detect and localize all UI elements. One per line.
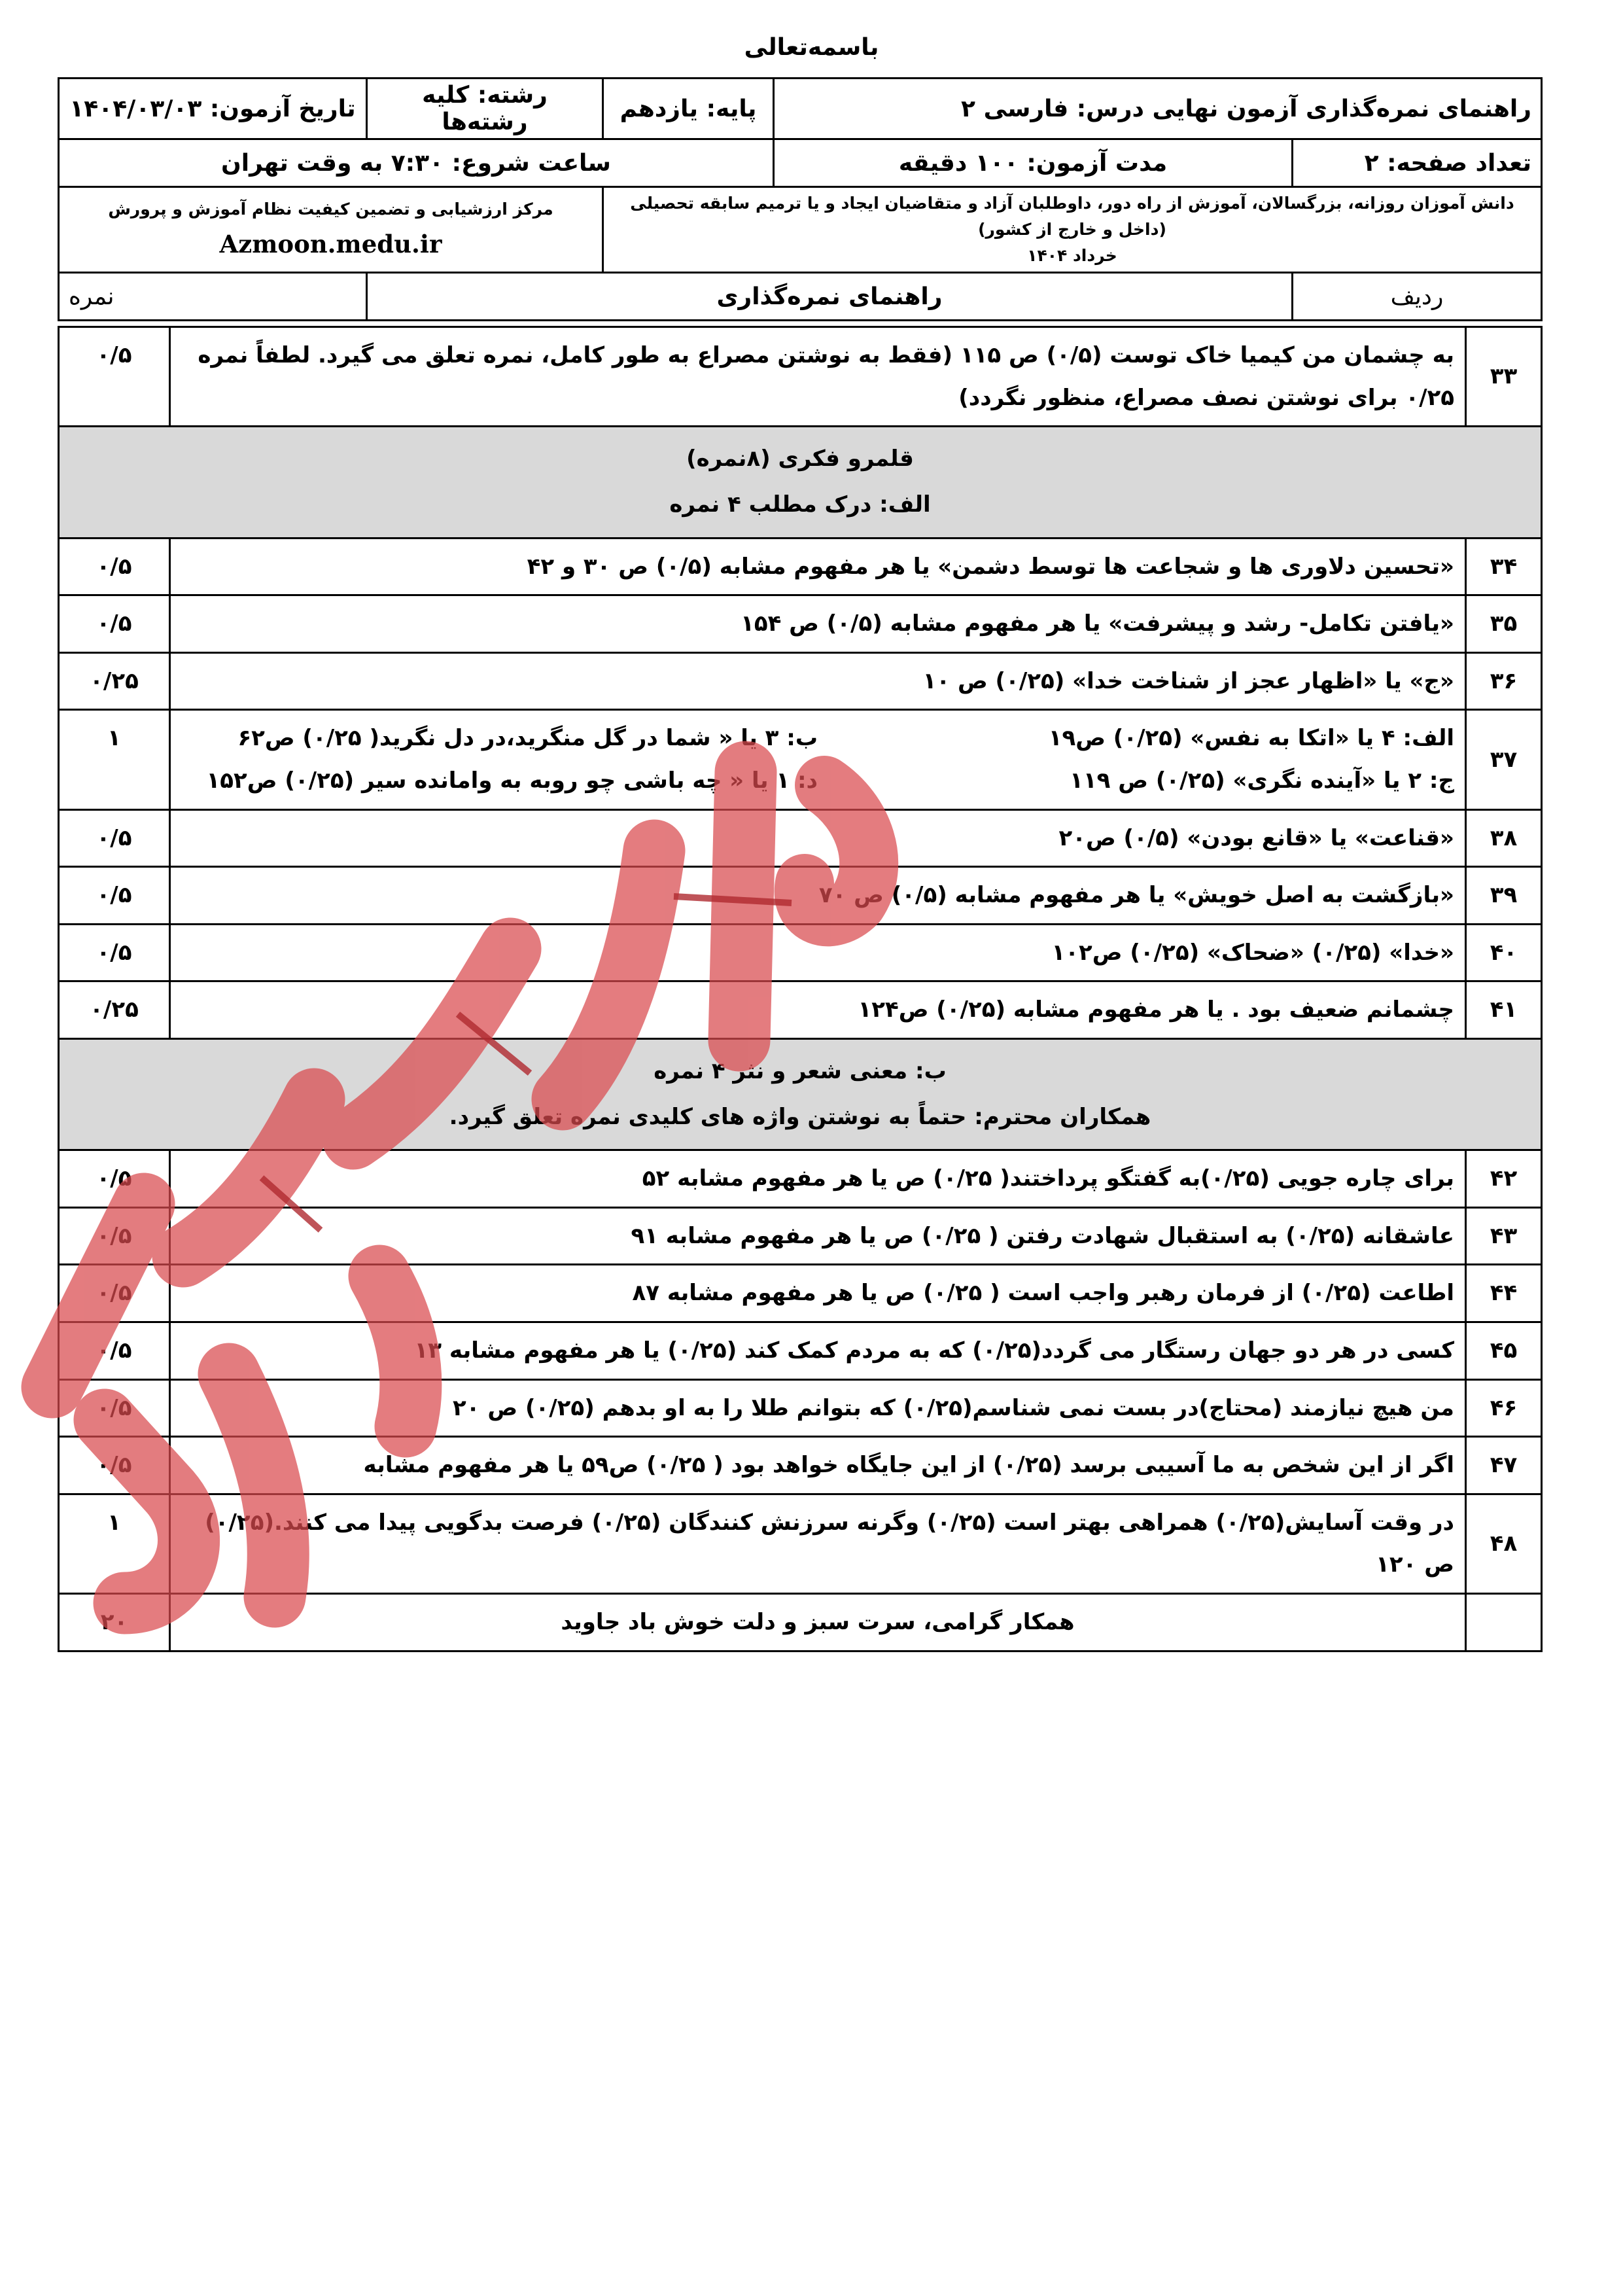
row-answer: کسی در هر دو جهان رستگار می گردد(۰/۲۵) که به مردم کمک کند (۰/۲۵) یا هر مفهوم مشابه ۱۳ [170, 1322, 1466, 1380]
row-answer: «بازگشت به اصل خویش» یا هر مفهوم مشابه (۰/۵) ص ۷۰ [170, 867, 1466, 925]
row-answer: «قناعت» یا «قانع بودن» (۰/۵) ص۲۰ [170, 809, 1466, 867]
row-score: ۰/۵ [59, 1207, 170, 1265]
document-title: باسمه‌تعالی [744, 34, 879, 61]
section-title: ب: معنی شعر و نثر ۴ نمره [654, 1057, 947, 1084]
row-number: ۴۲ [1466, 1150, 1542, 1208]
table-row [59, 1150, 1542, 1208]
section-subtitle: همکاران محترم: حتماً به نوشتن واژه های کلیدی نمره تعلق گیرد. [449, 1103, 1151, 1130]
table-row [59, 652, 1542, 710]
section-header [59, 1038, 1542, 1150]
row-score: ۰/۵ [59, 1265, 170, 1322]
row-number: ۴۳ [1466, 1207, 1542, 1265]
start-time: ساعت شروع: ۷:۳۰ به وقت تهران [59, 139, 774, 187]
row-answer: چشمانم ضعیف بود . یا هر مفهوم مشابه (۰/۲۵) ص۱۲۴ [170, 981, 1466, 1039]
table-row [59, 867, 1542, 925]
table-row [59, 809, 1542, 867]
row-answer [170, 710, 1466, 809]
column-header-score: نمره [59, 273, 367, 321]
table-row [59, 1265, 1542, 1322]
table-row [59, 1437, 1542, 1494]
row-number: ۳۸ [1466, 809, 1542, 867]
table-row [59, 924, 1542, 981]
table-row [59, 595, 1542, 653]
row-score: ۰/۵ [59, 1150, 170, 1208]
field-label: رشته: کلیه رشته‌ها [367, 79, 603, 139]
table-row [59, 1322, 1542, 1380]
row-score: ۰/۲۵ [59, 652, 170, 710]
exam-date: تاریخ آزمون: ۱۴۰۴/۰۳/۰۳ [59, 79, 367, 139]
row-number: ۴۸ [1466, 1494, 1542, 1593]
exam-header-table [58, 77, 1543, 321]
section-subtitle: الف: درک مطلب ۴ نمره [669, 491, 931, 518]
row-number: ۳۵ [1466, 595, 1542, 653]
row-number: ۳۷ [1466, 710, 1542, 809]
row-number: ۴۶ [1466, 1379, 1542, 1437]
row-answer: من هیچ نیازمند (محتاج)در بست نمی شناسم(۰/۲۵) که بتوانم طلا را به او بدهم (۰/۲۵) ص ۲۰ [170, 1379, 1466, 1437]
table-row [59, 538, 1542, 595]
table-row [59, 1379, 1542, 1437]
row-number: ۴۵ [1466, 1322, 1542, 1380]
section-title: قلمرو فکری (۸نمره) [686, 446, 914, 472]
table-row-final [59, 1594, 1542, 1651]
grade-label: پایه: یازدهم [603, 79, 774, 139]
exam-session: خرداد ۱۴۰۴ [1027, 246, 1117, 265]
exam-title: راهنمای نمره‌گذاری آزمون نهایی درس: فارسی ۲ [774, 79, 1542, 139]
row-score: ۰/۵ [59, 924, 170, 981]
total-score: ۲۰ [59, 1594, 170, 1651]
answer-key-table [58, 326, 1543, 1652]
exam-duration: مدت آزمون: ۱۰۰ دقیقه [774, 139, 1293, 187]
row-answer: به چشمان من کیمیا خاک توست (۰/۵) ص ۱۱۵ (فقط به نوشتن مصراع به طور کامل، نمره تعلق می گیرد. لطفاً نمره ۰/۲۵ برای نوشتن نصف مصراع، منظور نگردد) [170, 327, 1466, 427]
table-row [59, 1494, 1542, 1593]
row-number: ۴۴ [1466, 1265, 1542, 1322]
table-row [59, 981, 1542, 1039]
website-link[interactable]: Azmoon.medu.ir [219, 230, 442, 258]
row-answer: «خدا» (۰/۲۵) «ضحاک» (۰/۲۵) ص۱۰۲ [170, 924, 1466, 981]
page-count: تعداد صفحه: ۲ [1293, 139, 1542, 187]
column-header-row: ردیف [1293, 273, 1542, 321]
row-score: ۰/۲۵ [59, 981, 170, 1039]
row-number: ۳۴ [1466, 538, 1542, 595]
row-answer: عاشقانه (۰/۲۵) به استقبال شهادت رفتن ( ۰/۲۵) ص یا هر مفهوم مشابه ۹۱ [170, 1207, 1466, 1265]
audience-text: دانش آموزان روزانه، بزرگسالان، آموزش از راه دور، داوطلبان آزاد و متقاضیان ایجاد و یا ترمیم سابقه تحصیلی (داخل و خارج از کشور) [630, 194, 1514, 239]
table-row [59, 710, 1542, 809]
organization-name: مرکز ارزشیابی و تضمین کیفیت نظام آموزش و پرورش [108, 199, 553, 219]
row-number: ۳۳ [1466, 327, 1542, 427]
row-score: ۰/۵ [59, 327, 170, 427]
answer-part-d: د: ۱ یا « چه باشی چو روبه به وامانده سیر (۰/۲۵) ص۱۵۲ [206, 767, 818, 794]
row-number: ۳۶ [1466, 652, 1542, 710]
row-number: ۴۷ [1466, 1437, 1542, 1494]
row-answer: اگر از این شخص به ما آسیبی برسد (۰/۲۵) از این جایگاه خواهد بود ( ۰/۲۵) ص۵۹ یا هر مفهوم مشابه [170, 1437, 1466, 1494]
row-number: ۳۹ [1466, 867, 1542, 925]
row-number: ۴۰ [1466, 924, 1542, 981]
row-answer: اطاعت (۰/۲۵) از فرمان رهبر واجب است ( ۰/۲۵) ص یا هر مفهوم مشابه ۸۷ [170, 1265, 1466, 1322]
section-header [59, 427, 1542, 538]
row-score: ۰/۵ [59, 595, 170, 653]
answer-part-c: ج: ۲ یا «آینده نگری» (۰/۲۵) ص ۱۱۹ [1070, 767, 1454, 794]
answer-part-a: الف: ۴ یا «اتکا به نفس» (۰/۲۵) ص۱۹ [1048, 725, 1454, 752]
row-score: ۱ [59, 1494, 170, 1593]
row-score: ۱ [59, 710, 170, 809]
table-row [59, 1207, 1542, 1265]
row-score: ۰/۵ [59, 1379, 170, 1437]
row-score: ۰/۵ [59, 1437, 170, 1494]
row-score: ۰/۵ [59, 809, 170, 867]
row-score: ۰/۵ [59, 867, 170, 925]
row-answer: «ج» یا «اظهار عجز از شناخت خدا» (۰/۲۵) ص ۱۰ [170, 652, 1466, 710]
column-header-guide: راهنمای نمره‌گذاری [367, 273, 1293, 321]
row-answer: «تحسین دلاوری ها و شجاعت ها توسط دشمن» یا هر مفهوم مشابه (۰/۵) ص ۳۰ و ۴۲ [170, 538, 1466, 595]
row-answer: «یافتن تکامل- رشد و پیشرفت» یا هر مفهوم مشابه (۰/۵) ص ۱۵۴ [170, 595, 1466, 653]
row-number: ۴۱ [1466, 981, 1542, 1039]
row-score: ۰/۵ [59, 1322, 170, 1380]
row-answer: در وقت آسایش(۰/۲۵) همراهی بهتر است (۰/۲۵) وگرنه سرزنش کنندگان (۰/۲۵) فرصت بدگویی پیدا می کنند.(۰/۲۵) ص ۱۲۰ [170, 1494, 1466, 1593]
row-answer: برای چاره جویی (۰/۲۵)به گفتگو پرداختند( ۰/۲۵) ص یا هر مفهوم مشابه ۵۲ [170, 1150, 1466, 1208]
closing-message: همکار گرامی، سرت سبز و دلت خوش باد جاوید [170, 1594, 1466, 1651]
answer-part-b: ب: ۳ یا « شما در گل منگرید،در دل نگرید( ۰/۲۵) ص۶۲ [237, 725, 818, 752]
row-score: ۰/۵ [59, 538, 170, 595]
table-row [59, 327, 1542, 427]
